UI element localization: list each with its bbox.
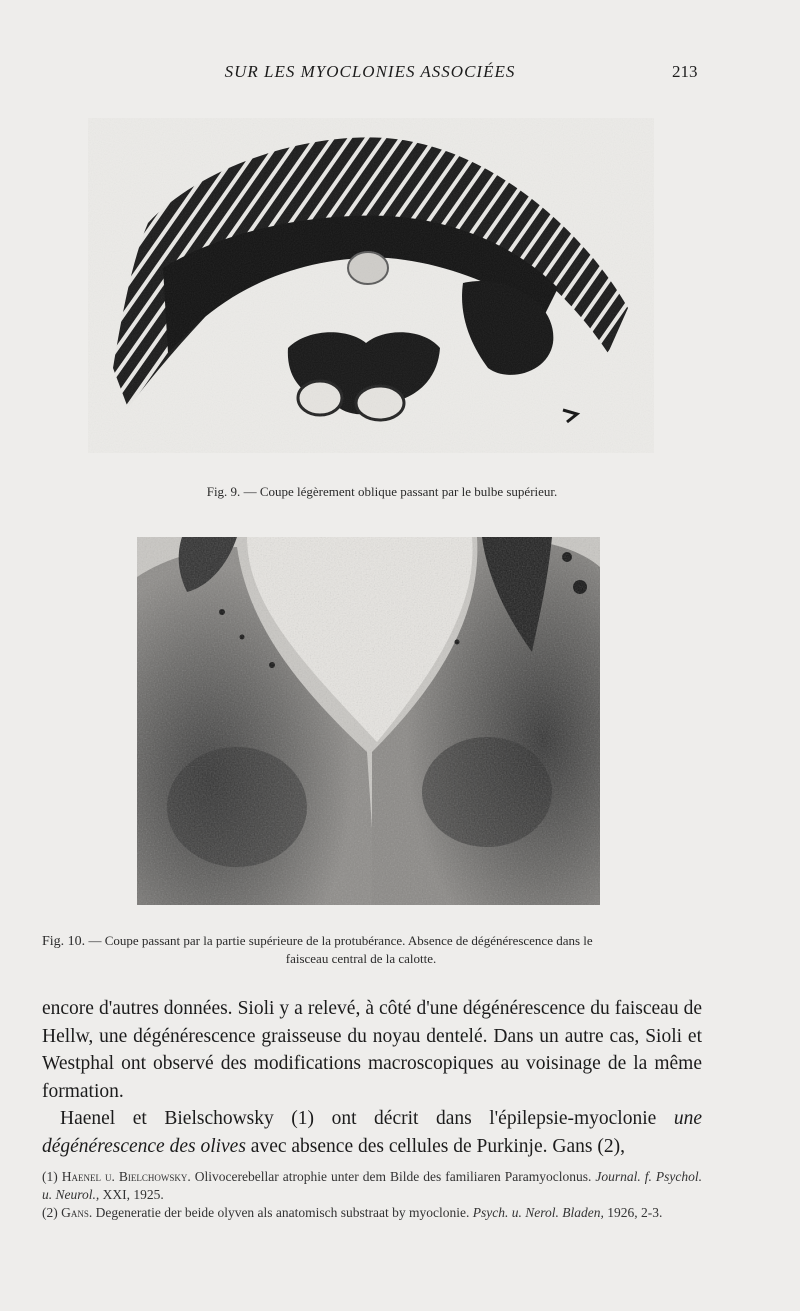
figure-10-caption-line1: — Coupe passant par la partie supérieure de la protubérance. Absence de dégénérescence dans le xyxy=(88,933,593,948)
figure-9-photo xyxy=(88,118,654,453)
paragraph-2-start: Haenel et Bielschowsky (1) ont décrit dans l'épilepsie-myoclonie xyxy=(60,1108,657,1129)
footnote-2-text: Degeneratie der beide olyven als anatomisch substraat by myoclonie. xyxy=(95,1205,470,1220)
paragraph-2-end: avec absence des cellules de Purkinje. Gans (2), xyxy=(250,1135,625,1157)
footnote-1-marker: (1) xyxy=(42,1169,58,1184)
footnotes xyxy=(42,1168,702,1222)
paragraph-1: encore d'autres données. Sioli y a relevé, à côté d'une dégénérescence du faisceau de Hellw, une dégénérescence graisseuse du noyau dentelé. Dans un autre cas, Sioli et Westphal ont observé des modifications macroscopiques au voisinage de la même formation. xyxy=(42,998,702,1102)
footnote-2-journal: Psych. u. Nerol. Bladen, xyxy=(472,1205,604,1220)
running-head: SUR LES MYOCLONIES ASSOCIÉES xyxy=(224,62,516,81)
footnote-2-ref: 1926, 2-3. xyxy=(607,1205,663,1220)
footnote-2 xyxy=(42,1204,702,1222)
paragraph-2 xyxy=(42,1105,702,1160)
figure-10-label: Fig. 10. xyxy=(42,934,86,949)
footnote-2-marker: (2) xyxy=(42,1205,58,1220)
figure-10-caption-line2: faisceau central de la calotte. xyxy=(285,951,437,966)
footnote-1-authors: Haenel u. Bielchowsky. xyxy=(61,1169,191,1184)
figure-10-caption xyxy=(42,932,710,967)
footnote-1-journal: Journal. f. Psychol. u. Neurol., xyxy=(42,1169,703,1202)
figure-9-caption-text: — Coupe légèrement oblique passant par le bulbe supérieur. xyxy=(243,484,558,499)
figure-10-photo xyxy=(137,537,600,905)
footnote-1-ref: XXI, 1925. xyxy=(102,1187,164,1202)
figure-10-illustration xyxy=(137,537,600,905)
figure-9-caption xyxy=(157,484,607,500)
footnote-1-text: Olivocerebellar atrophie unter dem Bilde des familiaren Paramyoclonus. xyxy=(194,1169,592,1184)
paragraph-2-italic: une dégénérescence des olives xyxy=(42,1108,702,1157)
figure-9-illustration xyxy=(88,118,654,453)
body-text xyxy=(42,995,702,1160)
footnote-1 xyxy=(42,1168,702,1204)
page-number: 213 xyxy=(672,62,698,81)
figure-9-label: Fig. 9. xyxy=(206,484,241,499)
footnote-2-author: Gans. xyxy=(61,1205,93,1220)
